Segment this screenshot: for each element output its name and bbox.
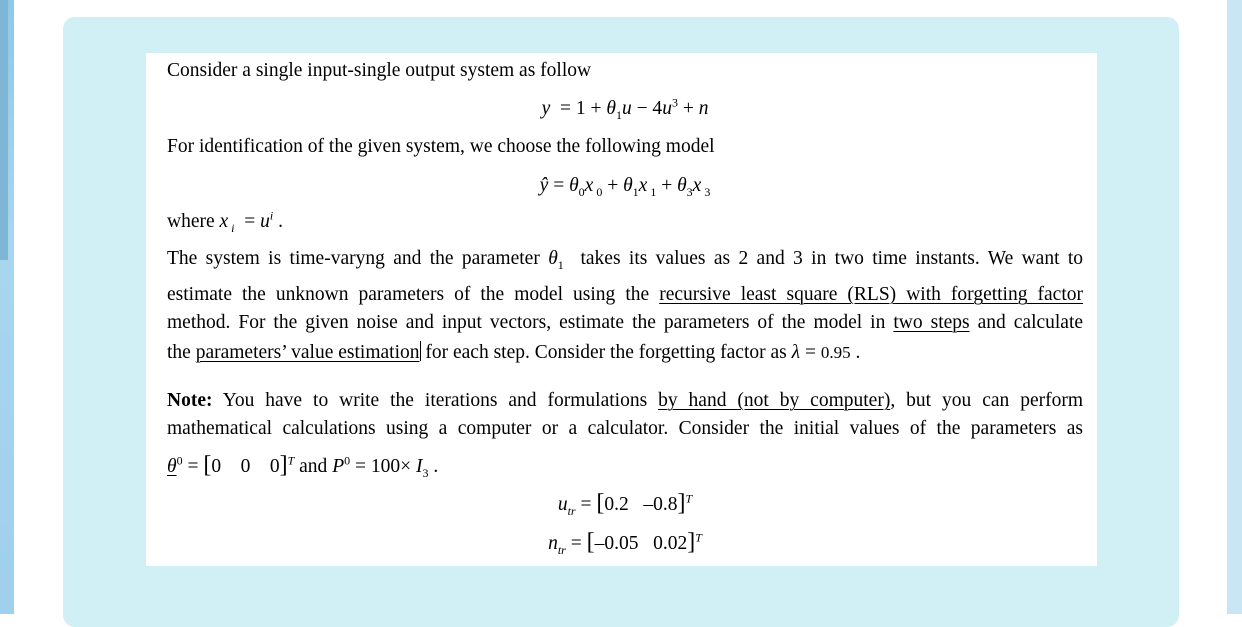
right-window-edge (1228, 0, 1242, 614)
noise-vector: $n_{tr} = [-0.05$ 0.02]$^T$ (548, 529, 702, 557)
text-cursor (420, 341, 421, 361)
two-steps-underlined-text: two steps (893, 312, 970, 333)
system-equation: $y = 1 + \theta_1u - 4u^3 + n$ (541, 95, 709, 122)
paragraph-line-2: estimate the unknown parameters of the model using the recursive least square (RLS) with forgetting factor (167, 284, 1083, 305)
document-image (146, 53, 1097, 566)
left-window-edge-shade (0, 0, 8, 260)
input-vector: $u_{tr} = [0.2$ –0.8]$^T$ (557, 490, 693, 518)
model-intro-text: For identification of the given system, we choose the following model (167, 136, 715, 157)
initial-values: $\theta^0 = [0$ 0 0]$^T$ and $P^0 = 100\times I_3$ . (167, 452, 439, 480)
where-label: where (167, 211, 215, 232)
estimation-underlined-text: parameters’ value estimation (195, 342, 420, 363)
model-equation: ŷ = $\theta_0x$ $_0 + \theta_1x$ $_1 + \theta_3x$ $_3$ (539, 175, 711, 199)
where-definition: where x $_i = u^i$ . (167, 208, 283, 235)
paragraph-line-3: method. For the given noise and input vectors, estimate the parameters of the model in two steps and calculate (167, 312, 1084, 333)
intro-text: Consider a single input-single output system as follow (167, 60, 592, 81)
rls-underlined-text: recursive least square (RLS) with forgetting factor (659, 284, 1083, 305)
note-label: Note: (167, 390, 213, 411)
paragraph-line-4: the parameters’ value estimation for each step. Consider the forgetting factor as λ = 0.95 . (167, 342, 861, 363)
note-line-2: mathematical calculations using a computer or a calculator. Consider the initial values of the parameters as (167, 418, 1083, 439)
lambda-value: 0.95 (820, 343, 851, 362)
paragraph-line-1: The system is time-varyng and the parameter $\theta_1$ takes its values as 2 and 3 in two time instants. We want to (167, 248, 1084, 272)
by-hand-underlined-text: by hand (not by computer) (658, 390, 891, 411)
note-line-1: Note: You have to write the iterations and formulations by hand (not by computer), but you can perform (167, 390, 1083, 411)
